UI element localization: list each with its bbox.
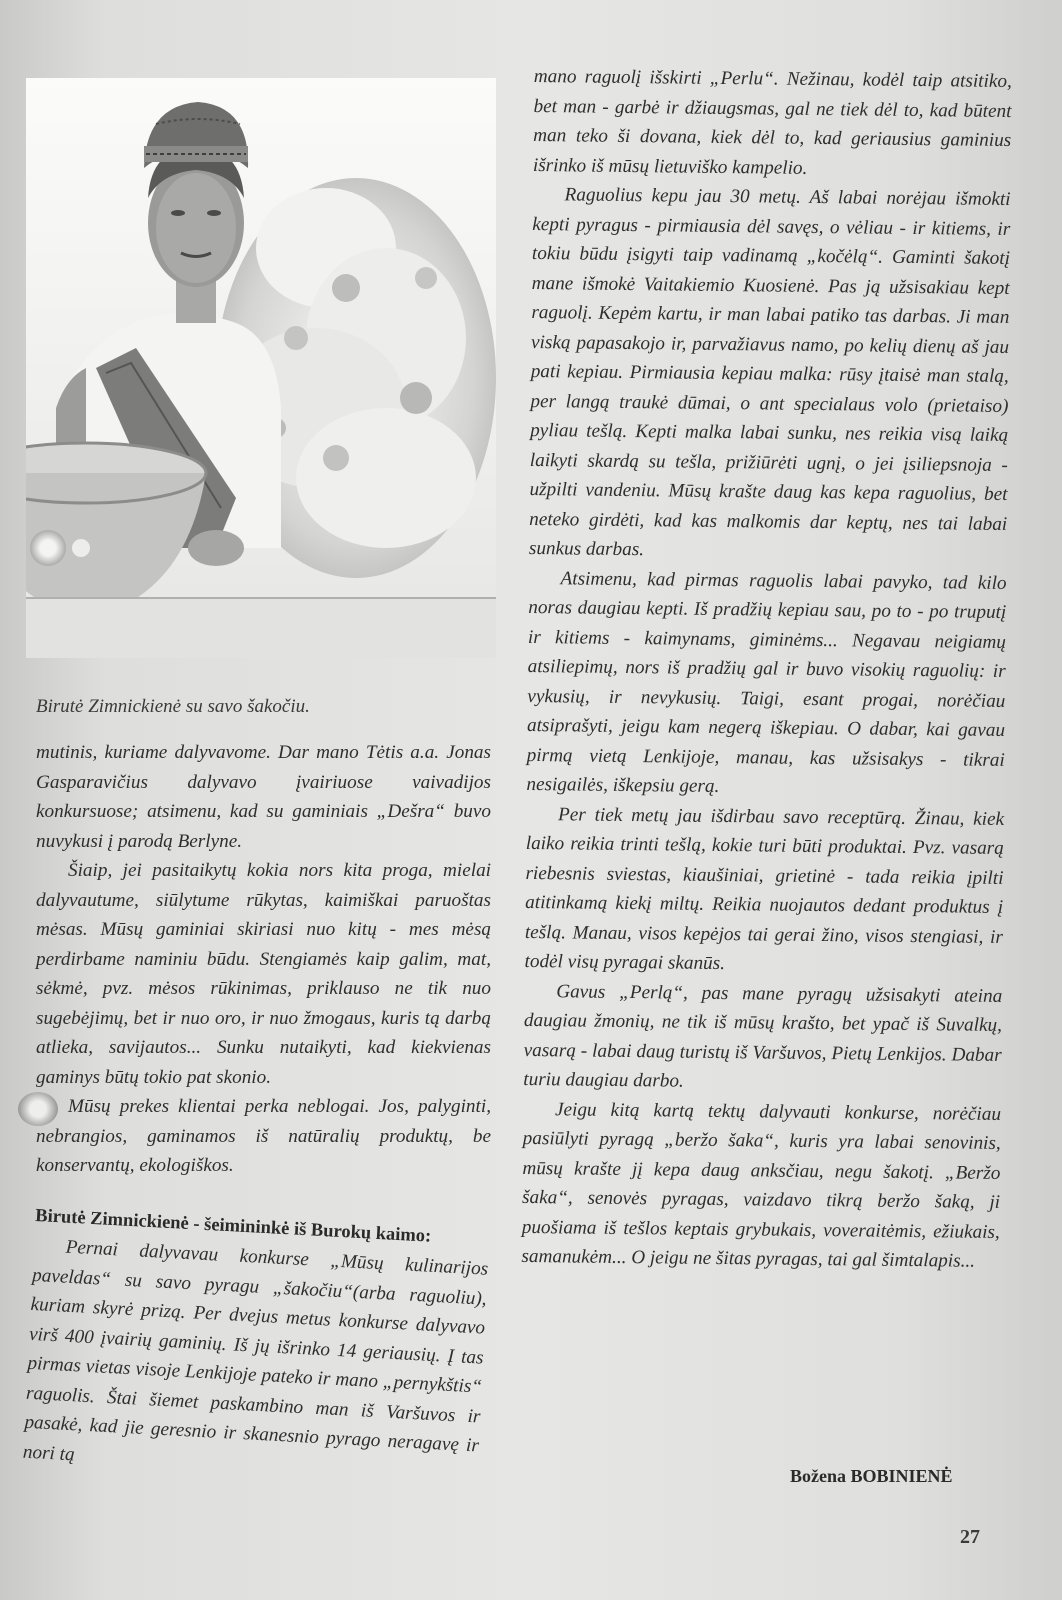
paragraph: mano raguolį išskirti „Perlu“. Nežinau, kodėl taip atsitiko, bet man - garbė ir džiaugsmas, gal ne tiek dėl to, kad būtent man teko ši dovana, kiek dėl to, kad geriausius gaminius išrinko iš mūsų lietuviško kampelio. — [532, 65, 1012, 179]
paragraph: mutinis, kuriame dalyvavome. Dar mano Tėtis a.a. Jonas Gasparavičius dalyvavo įvairiuose vaivadijos konkursuose; atsimenu, kad su gaminiais „Dešra“ buvo nuvykusi į parodą Berlyne. — [36, 742, 491, 852]
binding-thread-icon — [30, 530, 66, 566]
author-signature: Božena BOBINIENĖ — [790, 1466, 953, 1486]
paragraph: Jeigu kitą kartą tektų dalyvauti konkurse, norėčiau pasiūlyti pyragą „beržo šaka“, kuris yra labai senovinis, mūsų krašte jį kepa daug anksčiau, negu šakotį. „Beržo šaka“, senovės pyragas, vaizdavo tikrą beržo šaką, ji puošiama iš tešlos keptais grybukais, voveraitėmis, ežiukais, samanukėm... O jeigu ne šitas pyragas, tai gal šimtalapis... — [521, 1098, 1002, 1272]
paragraph: Atsimenu, kad pirmas raguolis labai pavyko, tad kilo noras daugiau kepti. Iš pradžių kepiau sau, po to - po truputį ir kitiems - kaimynams, giminėms... Negavau neigiamų atsiliepimų, nors iš pradžių gal ir buvo visokių raguolių: ir vykusių, ir nevykusių. Taigi, esant progai, norėčiau atsiprašyti, jeigu kam negerą iškepiau. O dabar, kai gavau pirmą vietą Lenkijoje, manau, kas užsisakys - tikrai nesigailės, iškepsiu gerą. — [526, 567, 1007, 797]
section-heading: Birutė Zimnickienė - šeimininkė iš Burokų kaimo: — [34, 1205, 432, 1247]
paragraph: Gavus „Perlą“, pas mane pyragų užsisakyti ateina daugiau žmonių, ne tik iš mūsų krašto, bet ypač iš Suvalkų, vasarą - labai daug turistų iš Varšuvos, Pietų Lenkijos. Dabar turiu daugiau darbo. — [523, 980, 1003, 1092]
paragraph: Per tiek metų jau išdirbau savo receptūrą. Žinau, kiek laiko reikia trinti tešlą, kokie turi būti produktai. Pvz. vasarą riebesnis sviestas, kiaušiniai, grietinė - tada reikia įpilti atitinkamą kiekį miltų. Reikia nuojautos dedant produktus į tešlą. Manau, visos kepėjos tai gerai žino, visos stengiasi, ir todėl visų pyragai skanūs. — [524, 803, 1005, 975]
interview-block — [22, 1203, 490, 1490]
portrait-photo — [26, 78, 496, 658]
right-column — [521, 62, 1012, 1276]
paragraph: Raguolius kepu jau 30 metų. Aš labai norėjau išmokti kepti pyragus - pirmiausia dėl savęs, o vėliau - ir kitiems, ir tokiu būdu įsigyti taip vadinamą „kočėlą“. Gaminti šakotį mane išmokė Vaitakiemio Kuosienė. Pas ją užsisakiau kept raguolį. Kepėm kartu, ir man labai patiko tas darbas. Ji man viską papasakojo ir, parvažiavus namo, po kelių dienų aš jau pati kepiau. Pirmiausia kepiau malka: rūsy įtaisė man stalą, per langą traukė dūmai, o ant specialaus volo (prietaiso) pyliau tešlą. Kepti malka labai sunku, nes reikia visą laiką laikyti skardą su tešla, prižiūrėti ugnį, o jei įsiliepsnoja - užpilti vandeniu. Mūsų krašte daug kas kepa raguolius, bet neteko girdėti, kad kas malkomis dar keptų, nes tai labai sunkus darbas. — [528, 184, 1011, 561]
page-number: 27 — [960, 1526, 980, 1548]
left-column — [22, 738, 491, 1467]
paragraph: Šiaip, jei pasitaikytų kokia nors kita proga, mielai dalyvautume, siūlytume rūkytas, kaimiškai paruoštas mėsas. Mūsų gaminiai skiriasi nuo kitų - mes mėsą perdirbame naminiu būdu. Stengiamės kaip galim, mat, sėkmė, pvz. mėsos rūkinimas, priklauso ne tik nuo sugebėjimų, bet ir nuo oro, ir nuo žmogaus, kuris tą darbą atlieka, savijautos... Sunku nutaikyti, kad kiekvienas gaminys būtų tokio pat skonio. — [36, 860, 491, 1088]
photo-caption: Birutė Zimnickienė su savo šakočiu. — [36, 696, 310, 717]
paragraph: Pernai dalyvavau konkurse „Mūsų kulinarijos paveldas“ su savo pyragu „šakočiu“(arba raguoliu), kuriam skyrė prizą. Per dvejus metus konkurse dalyvavo virš 400 įvairių gaminių. Iš jų išrinko 14 geriausių. Į tas pirmas vietas visoje Lenkijoje pateko ir mano „pernykštis“ raguolis. Štai šiemet paskambino man iš Varšuvos ir pasakė, kad jie geresnio ir skanesnio pyrago neragavę ir nori tą — [22, 1236, 489, 1465]
paragraph: Mūsų prekes klientai perka neblogai. Jos, palyginti, nebrangios, gaminamos iš natūralių produktų, be konservantų, ekologiškos. — [36, 1096, 491, 1176]
binding-thread-icon — [18, 1092, 58, 1126]
